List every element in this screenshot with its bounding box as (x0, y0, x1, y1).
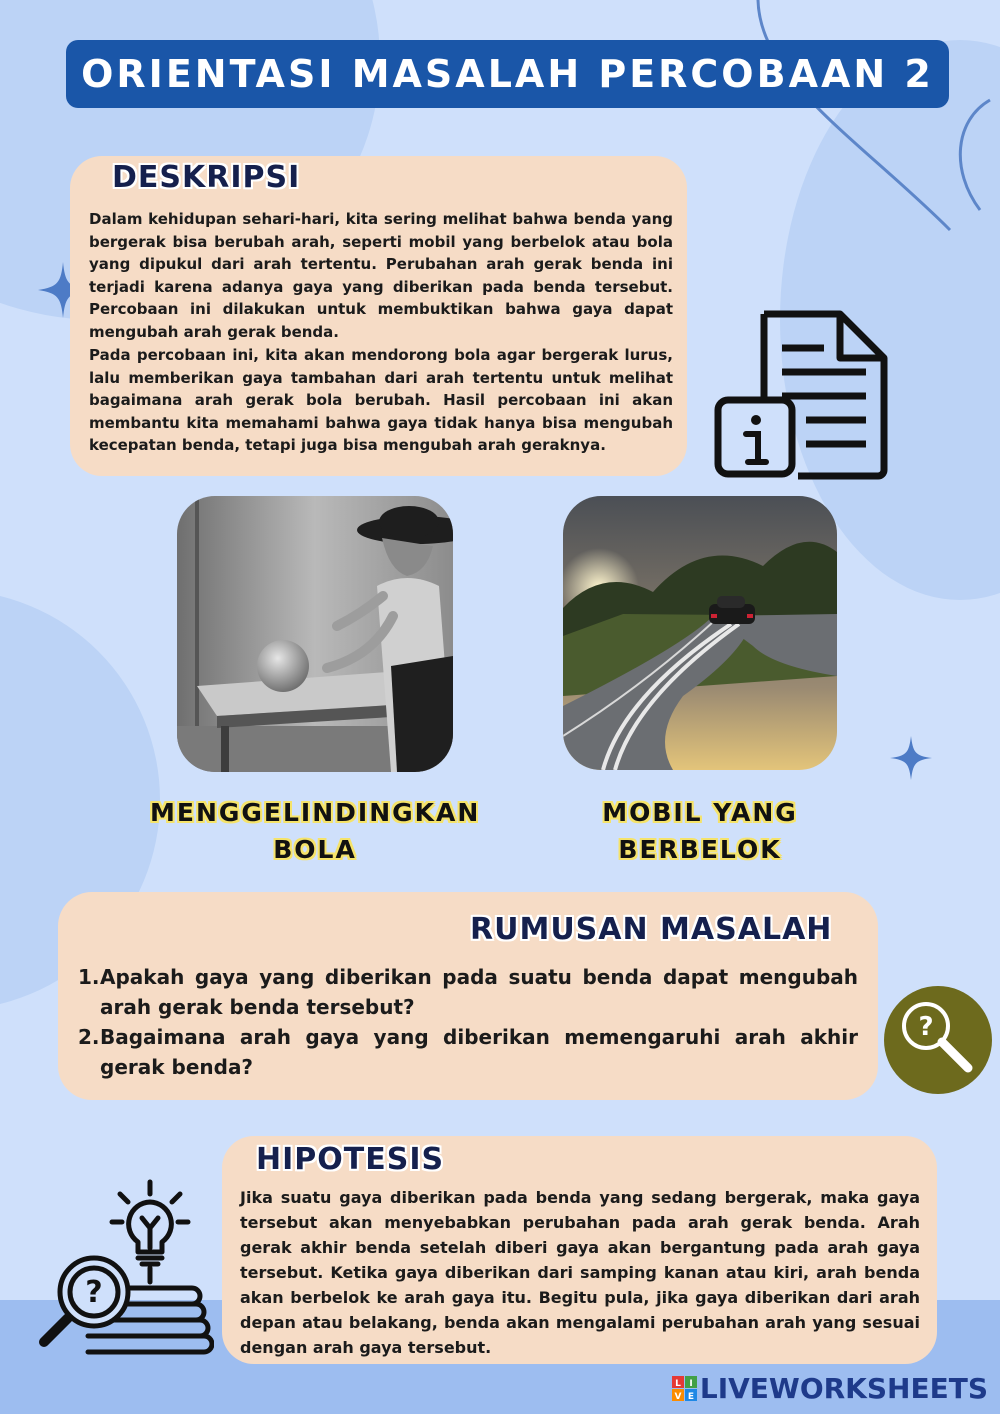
logo-letter: E (687, 1391, 694, 1402)
logo-letter: I (689, 1378, 693, 1389)
svg-text:?: ? (85, 1275, 103, 1310)
list-item (78, 962, 858, 1022)
logo-letter: V (674, 1391, 682, 1402)
decorative-curve (740, 0, 1000, 240)
caption-line: BERBELOK (618, 835, 782, 864)
title-banner (66, 40, 949, 108)
liveworksheets-logo-icon (672, 1376, 698, 1402)
person-rolling-ball-photo (177, 496, 453, 772)
logo-letter: L (675, 1378, 681, 1389)
deskripsi-paragraph-2: Pada percobaan ini, kita akan mendorong bola agar bergerak lurus, lalu memberikan gaya tambahan dari arah tertentu untuk melihat bagaimana arah gerak bola berubah. Hasil percobaan ini akan membantu kita memahami bahwa gaya tidak hanya bisa mengubah kecepatan benda, tetapi juga bisa mengubah arah geraknya. (89, 346, 673, 455)
liveworksheets-brand[interactable] (672, 1372, 988, 1405)
svg-text:?: ? (918, 1012, 934, 1042)
lightbulb-books-magnifier-icon (34, 1178, 214, 1366)
caption-line: BOLA (273, 835, 357, 864)
list-item-number: 1. (78, 965, 100, 989)
rumusan-masalah-heading: RUMUSAN MASALAH (470, 912, 833, 947)
hipotesis-heading: HIPOTESIS (256, 1142, 445, 1177)
caption-line: MOBIL YANG (602, 798, 798, 827)
info-document-icon (712, 306, 890, 482)
brand-name: LIVEWORKSHEETS (699, 1372, 988, 1405)
list-item (78, 1022, 858, 1082)
image-caption-2 (560, 794, 840, 868)
rumusan-masalah-list (78, 962, 858, 1082)
list-item-text: Bagaimana arah gaya yang diberikan memengaruhi arah akhir gerak benda? (100, 1025, 858, 1079)
car-turning-road-photo (563, 496, 837, 770)
magnifier-question-icon (882, 984, 994, 1096)
image-caption-1 (150, 794, 480, 868)
deskripsi-paragraph-1: Dalam kehidupan sehari-hari, kita sering melihat bahwa benda yang bergerak bisa berubah arah, seperti mobil yang berbelok atau bola yang dipukul dari arah tertentu. Perubahan arah gerak benda ini terjadi karena adanya gaya yang diberikan pada benda tersebut. Percobaan ini dilakukan untuk membuktikan bahwa gaya dapat mengubah arah gerak benda. (89, 210, 673, 341)
caption-line: MENGGELINDINGKAN (150, 798, 481, 827)
sparkle-icon (890, 736, 932, 780)
page-title: ORIENTASI MASALAH PERCOBAAN 2 (81, 52, 934, 96)
deskripsi-heading: DESKRIPSI (112, 160, 301, 195)
list-item-text: Apakah gaya yang diberikan pada suatu benda dapat mengubah arah gerak benda tersebut? (100, 965, 858, 1019)
hipotesis-text: Jika suatu gaya diberikan pada benda yang sedang bergerak, maka gaya tersebut akan menyebabkan perubahan pada arah gerak benda. Arah gerak akhir benda setelah diberi gaya akan bergantung pada arah gaya tersebut. Ketika gaya diberikan dari samping kanan atau kiri, arah benda akan berbelok ke arah gaya itu. Begitu pula, jika gaya diberikan dari arah depan atau belakang, benda akan mengalami perubahan arah yang sesuai dengan arah gaya tersebut. (240, 1188, 920, 1357)
list-item-number: 2. (78, 1025, 100, 1049)
